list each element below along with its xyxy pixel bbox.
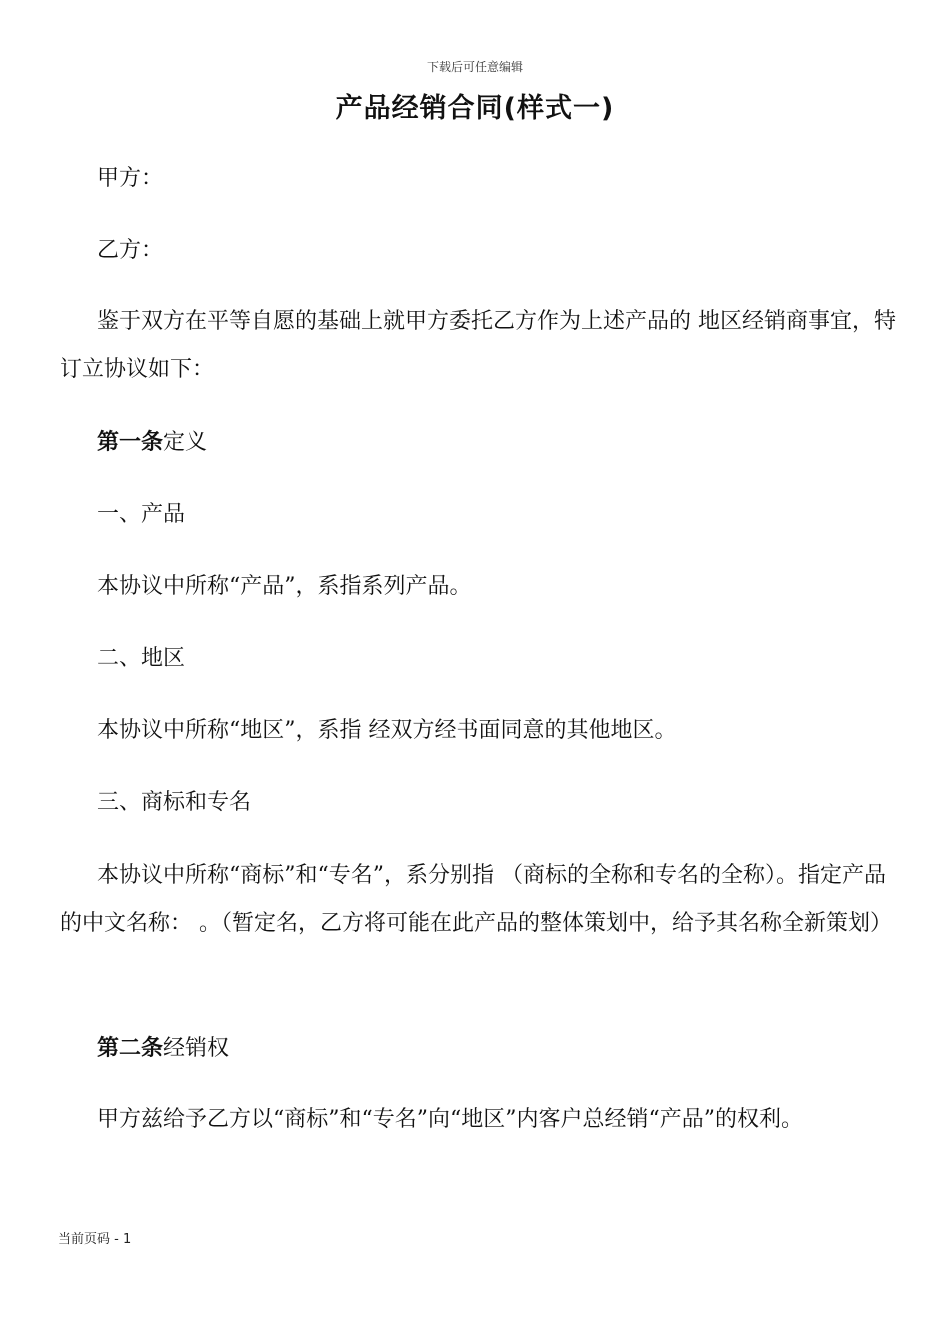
section-1-body: 本协议中所称“产品”，系指系列产品。: [97, 574, 472, 599]
article-2-body: 甲方兹给予乙方以“商标”和“专名”向“地区”内客户总经销“产品”的权利。: [97, 1107, 803, 1132]
header-note: 下载后可任意编辑: [426, 60, 523, 74]
section-3-body: 本协议中所称“商标”和“专名”，系分别指 （商标的全称和专名的全称）。指定产品的中文名称： 。（暂定名，乙方将可能在此产品的整体策划中，给予其名称全新策划）: [60, 863, 892, 936]
preamble-paragraph: 鉴于双方在平等自愿的基础上就甲方委托乙方作为上述产品的 地区经销商事宜，特订立协议如下：: [60, 309, 896, 382]
article-1-heading: [97, 426, 937, 460]
party-a-label: 甲方：: [97, 166, 164, 191]
section-3-heading: 三、商标和专名: [97, 790, 252, 815]
article-2-number: 第二条: [97, 1036, 164, 1061]
article-2-heading: [97, 1032, 937, 1066]
page-footer: 当前页码 - 1: [58, 1232, 132, 1247]
article-2-title: 经销权: [163, 1036, 230, 1061]
article-1-title: 定义: [163, 430, 208, 455]
document-title: 产品经销合同(样式一): [335, 93, 615, 124]
section-2-body: 本协议中所称“地区”，系指 经双方经书面同意的其他地区。: [97, 718, 677, 743]
article-1-number: 第一条: [97, 430, 164, 455]
section-1-heading: 一、产品: [97, 502, 186, 527]
section-2-heading: 二、地区: [97, 646, 186, 671]
party-b-label: 乙方：: [97, 238, 164, 263]
